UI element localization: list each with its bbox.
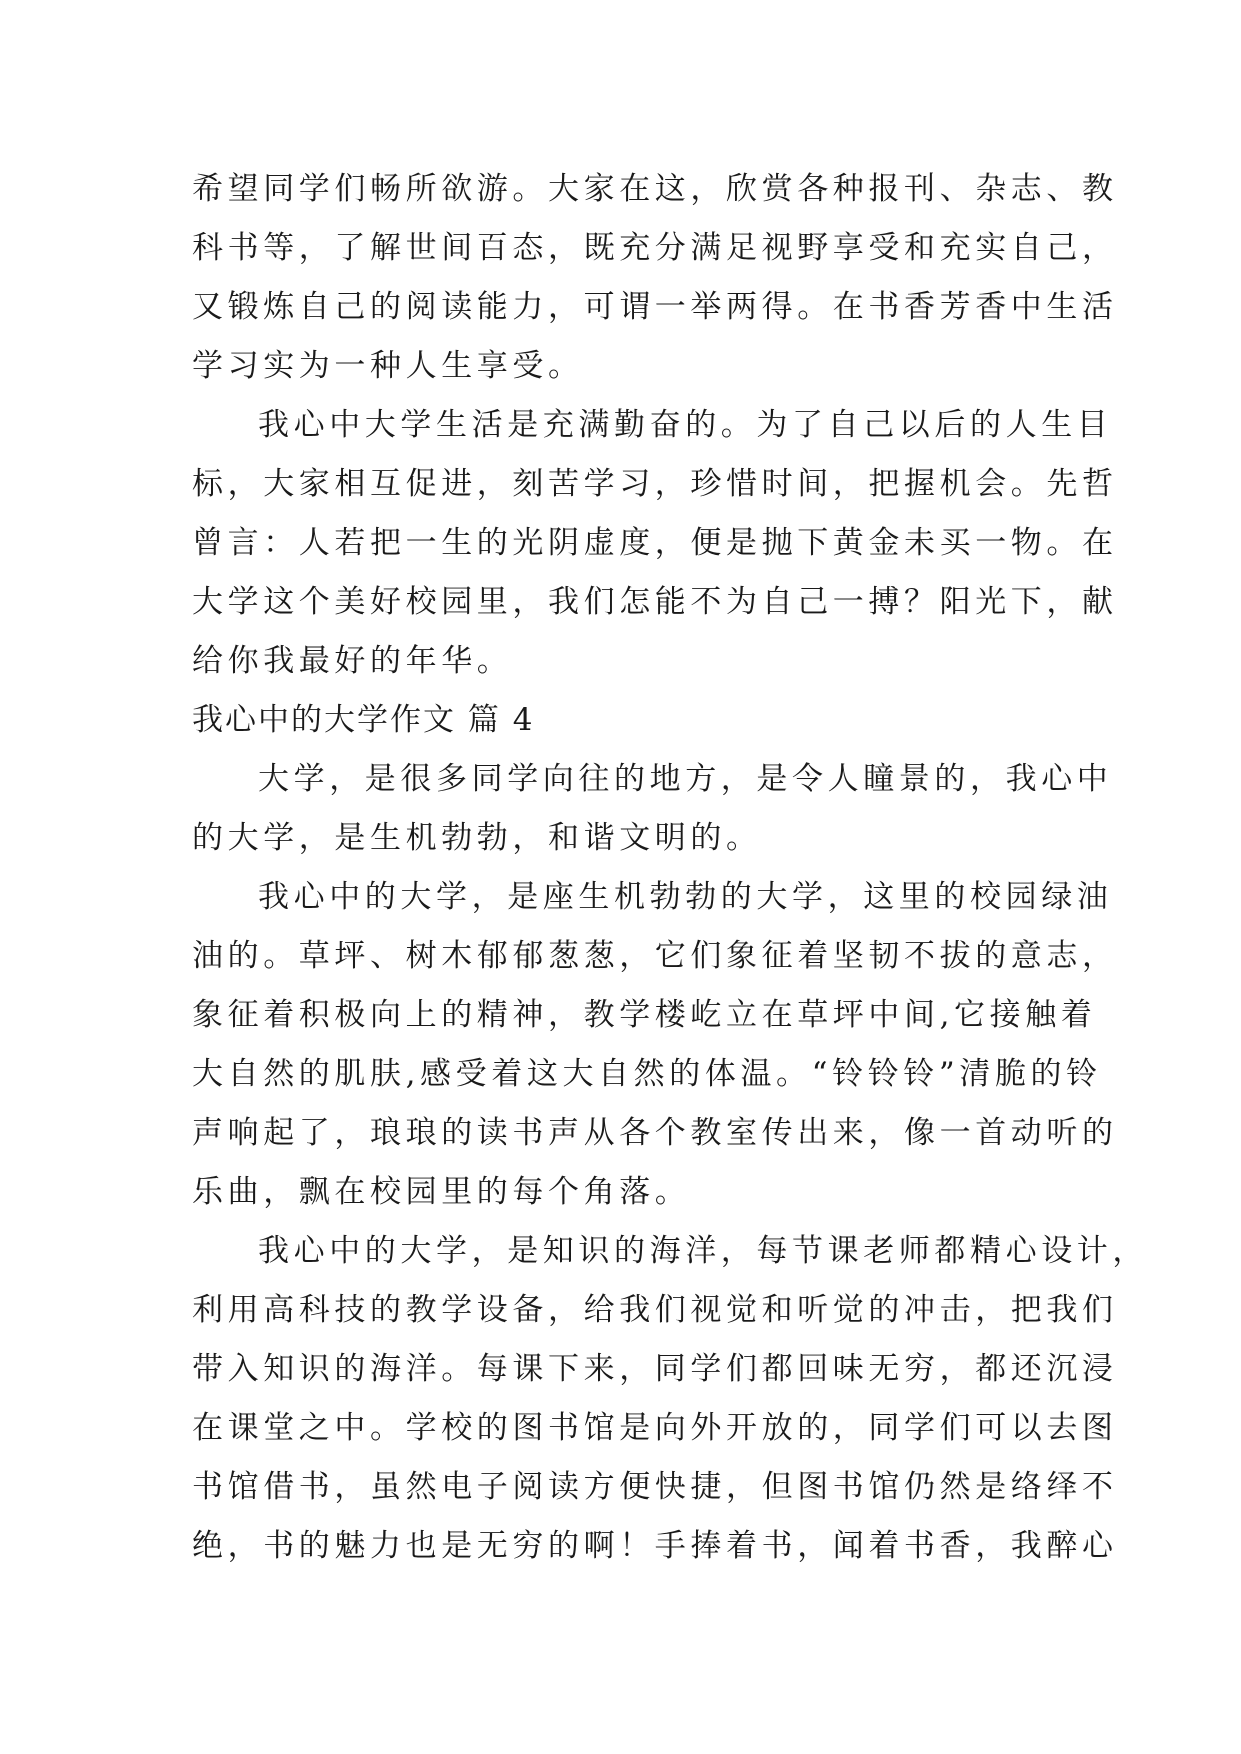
text-line: 声响起了，琅琅的读书声从各个教室传出来，像一首动听的 [192, 1115, 1118, 1151]
text-line: 又锻炼自己的阅读能力，可谓一举两得。在书香芳香中生活 [192, 289, 1118, 325]
text-line: 大自然的肌肤,感受着这大自然的体温。“铃铃铃”清脆的铃 [192, 1056, 1102, 1092]
text-line: 曾言：人若把一生的光阴虚度，便是抛下黄金未买一物。在 [192, 525, 1118, 561]
section-heading: 我心中的大学作文 篇 4 [192, 702, 535, 738]
text-line: 学习实为一种人生享受。 [192, 348, 584, 384]
text-line: 带入知识的海洋。每课下来，同学们都回味无穷，都还沉浸 [192, 1351, 1118, 1387]
text-line: 象征着积极向上的精神，教学楼屹立在草坪中间,它接触着 [192, 997, 1097, 1033]
text-line: 绝，书的魅力也是无穷的啊！手捧着书，闻着书香，我醉心 [192, 1528, 1118, 1564]
text-line: 油的。草坪、树木郁郁葱葱，它们象征着坚韧不拔的意志， [192, 938, 1118, 974]
paragraph-start-line: 大学，是很多同学向往的地方，是令人瞳景的，我心中 [258, 761, 1113, 797]
text-line: 的大学，是生机勃勃，和谐文明的。 [192, 820, 762, 856]
paragraph-start-line: 我心中的大学，是知识的海洋，每节课老师都精心设计， [258, 1233, 1148, 1269]
text-line: 标，大家相互促进，刻苦学习，珍惜时间，把握机会。先哲 [192, 466, 1118, 502]
paragraph-start-line: 我心中大学生活是充满勤奋的。为了自己以后的人生目 [258, 407, 1113, 443]
text-line: 科书等，了解世间百态，既充分满足视野享受和充实自己， [192, 230, 1118, 266]
text-line: 希望同学们畅所欲游。大家在这，欣赏各种报刊、杂志、教 [192, 171, 1118, 207]
text-line: 给你我最好的年华。 [192, 643, 513, 679]
text-line: 利用高科技的教学设备，给我们视觉和听觉的冲击，把我们 [192, 1292, 1118, 1328]
text-line: 大学这个美好校园里，我们怎能不为自己一搏？阳光下，献 [192, 584, 1118, 620]
paragraph-start-line: 我心中的大学，是座生机勃勃的大学，这里的校园绿油 [258, 879, 1113, 915]
text-line: 书馆借书，虽然电子阅读方便快捷，但图书馆仍然是络绎不 [192, 1469, 1118, 1505]
document-body [192, 160, 1148, 1576]
text-line: 乐曲，飘在校园里的每个角落。 [192, 1174, 691, 1210]
text-line: 在课堂之中。学校的图书馆是向外开放的，同学们可以去图 [192, 1410, 1118, 1446]
